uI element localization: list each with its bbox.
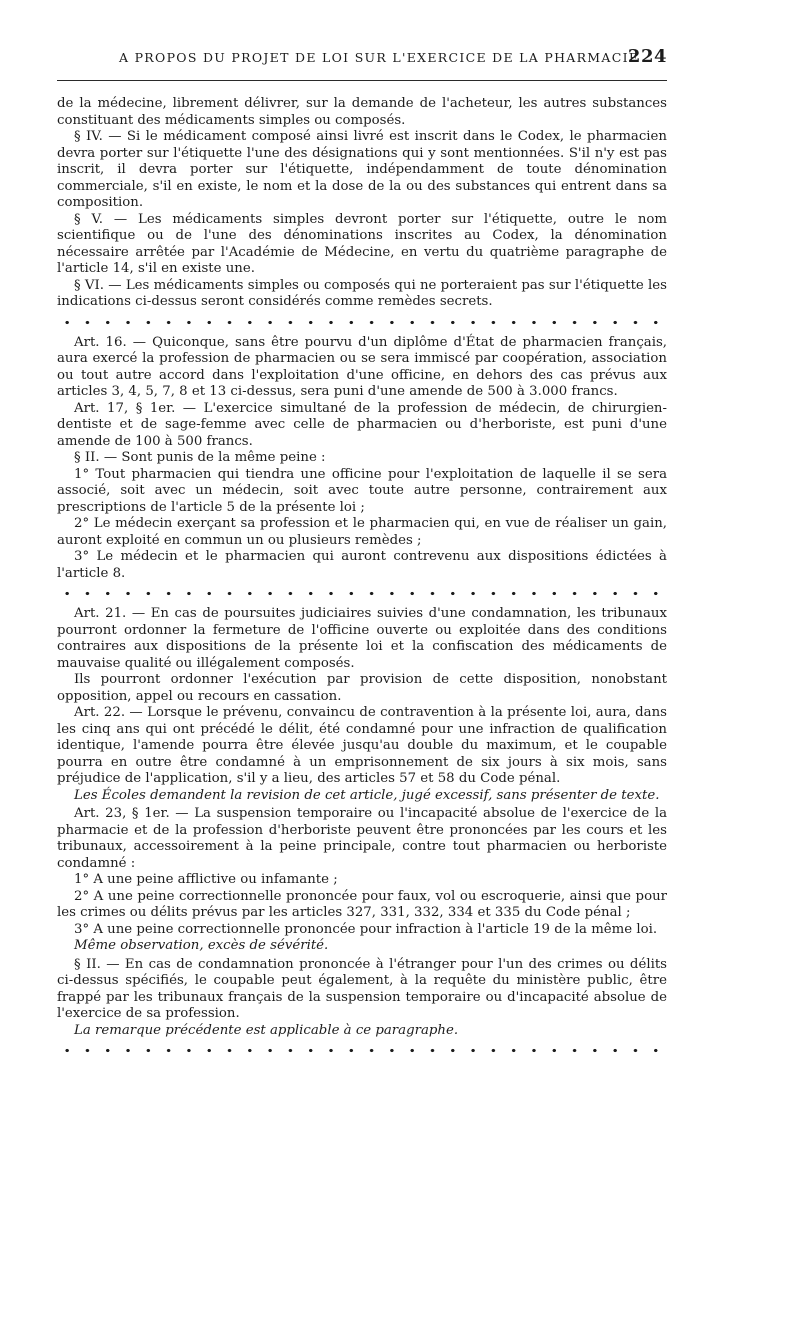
ellipsis-separator (57, 585, 667, 602)
paragraph-section-iv: § IV. — Si le médicament composé ainsi livré est inscrit dans le Codex, le pharmacien devra porter sur l'étiquette l'une des désignations qui y sont mentionnées. S'il n'y est pas inscrit, il devra porter sur l'étiquette, indépendamment de toute dénomination commerciale, s'il en existe, le nom et la dose de la ou des substances qui entrent dans sa composition. (57, 129, 667, 210)
paragraph-article-17: Art. 17, § 1er. — L'exercice simultané de la profession de médecin, de chirurgien-dentiste et de sage-femme avec celle de pharmacien ou d'herboriste, est puni d'une amende de 100 à 500 francs. (57, 400, 667, 449)
ellipsis-separator (57, 1042, 667, 1059)
list-item: 1° Tout pharmacien qui tiendra une officine pour l'exploitation de laquelle il se sera associé, soit avec un médecin, soit avec toute autre personne, contrairement aux prescriptions de l'article 5 de la présente loi ; (57, 466, 667, 515)
paragraph-section-vi: § VI. — Les médicaments simples ou composés qui ne porteraient pas sur l'étiquette les indications ci-dessus seront considérés comme remèdes secrets. (57, 277, 667, 309)
page-number: 224 (627, 46, 667, 67)
paragraph-article-16: Art. 16. — Quiconque, sans être pourvu d'un diplôme d'État de pharmacien français, aura exercé la profession de pharmacien ou se sera immiscé par coopération, association ou tout autre accord dans l'exploitation d'une officine, en dehors des cas prévus aux articles 3, 4, 5, 7, 8 et 13 ci-dessus, sera puni d'une amende de 500 à 3.000 francs. (57, 334, 667, 399)
header-rule (57, 80, 667, 81)
paragraph-article-21: Art. 21. — En cas de poursuites judiciaires suivies d'une condamnation, les tribunaux pourront ordonner la fermeture de l'officine ouverte ou exploitée dans des conditions contraires aux dispositions de la présente loi et la confiscation des médicaments de mauvaise qualité ou illégalement composés. (57, 606, 667, 671)
editorial-note: Même observation, excès de sévérité. (74, 938, 329, 953)
list-item: 1° A une peine afflictive ou infamante ; (74, 872, 338, 887)
paragraph-article-22: Art. 22. — Lorsque le prévenu, convaincu de contravention à la présente loi, aura, dans les cinq ans qui ont précédé le délit, été condamné pour une infraction de qualification identique, l'amende pourra être élevée jusqu'au double du maximum, et le coupable pourra en outre être condamné à un emprisonnement de six jours à six mois, sans préjudice de l'application, s'il y a lieu, des articles 57 et 58 du Code pénal. (57, 705, 667, 786)
list-item: 2° Le médecin exerçant sa profession et le pharmacien qui, en vue de réaliser un gain, auront exploité en commun un ou plusieurs remèdes ; (57, 516, 667, 548)
paragraph-section-ii: § II. — Sont punis de la même peine : (74, 450, 326, 465)
editorial-note: Les Écoles demandent la revision de cet article, jugé excessif, sans présenter de texte. (74, 787, 660, 803)
paragraph: Ils pourront ordonner l'exécution par provision de cette disposition, nonobstant opposition, appel ou recours en cassation. (57, 672, 667, 704)
document-body (57, 96, 667, 1063)
list-item: 3° Le médecin et le pharmacien qui auront contrevenu aux dispositions édictées à l'article 8. (57, 549, 667, 581)
page-header (57, 46, 667, 70)
running-title: A PROPOS DU PROJET DE LOI SUR L'EXERCICE DE LA PHARMACIE (119, 50, 640, 65)
paragraph: de la médecine, librement délivrer, sur la demande de l'acheteur, les autres substances constituant des médicaments simples ou composés. (57, 96, 667, 128)
paragraph-section-v: § V. — Les médicaments simples devront porter sur l'étiquette, outre le nom scientifique ou de l'une des dénominations inscrites au Codex, la dénomination nécessaire arrêtée par l'Académie de Médecine, en vertu du quatrième paragraphe de l'article 14, s'il en existe une. (57, 211, 667, 276)
ellipsis-separator (57, 314, 667, 331)
paragraph-article-23: Art. 23, § 1er. — La suspension temporaire ou l'incapacité absolue de l'exercice de la pharmacie et de la profession d'herboriste peuvent être prononcées par les cours et les tribunaux, accessoirement à la peine principale, contre tout pharmacien ou herboriste condamné : (57, 806, 667, 871)
list-item: 3° A une peine correctionnelle prononcée pour infraction à l'article 19 de la même loi. (74, 921, 658, 937)
list-item: 2° A une peine correctionnelle prononcée pour faux, vol ou escroquerie, ainsi que pour les crimes ou délits prévus par les articles 327, 331, 332, 334 et 335 du Code pénal ; (57, 888, 667, 920)
editorial-note: La remarque précédente est applicable à ce paragraphe. (74, 1022, 459, 1038)
paragraph-section-ii: § II. — En cas de condamnation prononcée à l'étranger pour l'un des crimes ou délits ci-dessus spécifiés, le coupable peut également, à la requête du ministère public, être frappé par les tribunaux français de la suspension temporaire ou d'incapacité absolue de l'exercice de sa profession. (57, 956, 667, 1021)
